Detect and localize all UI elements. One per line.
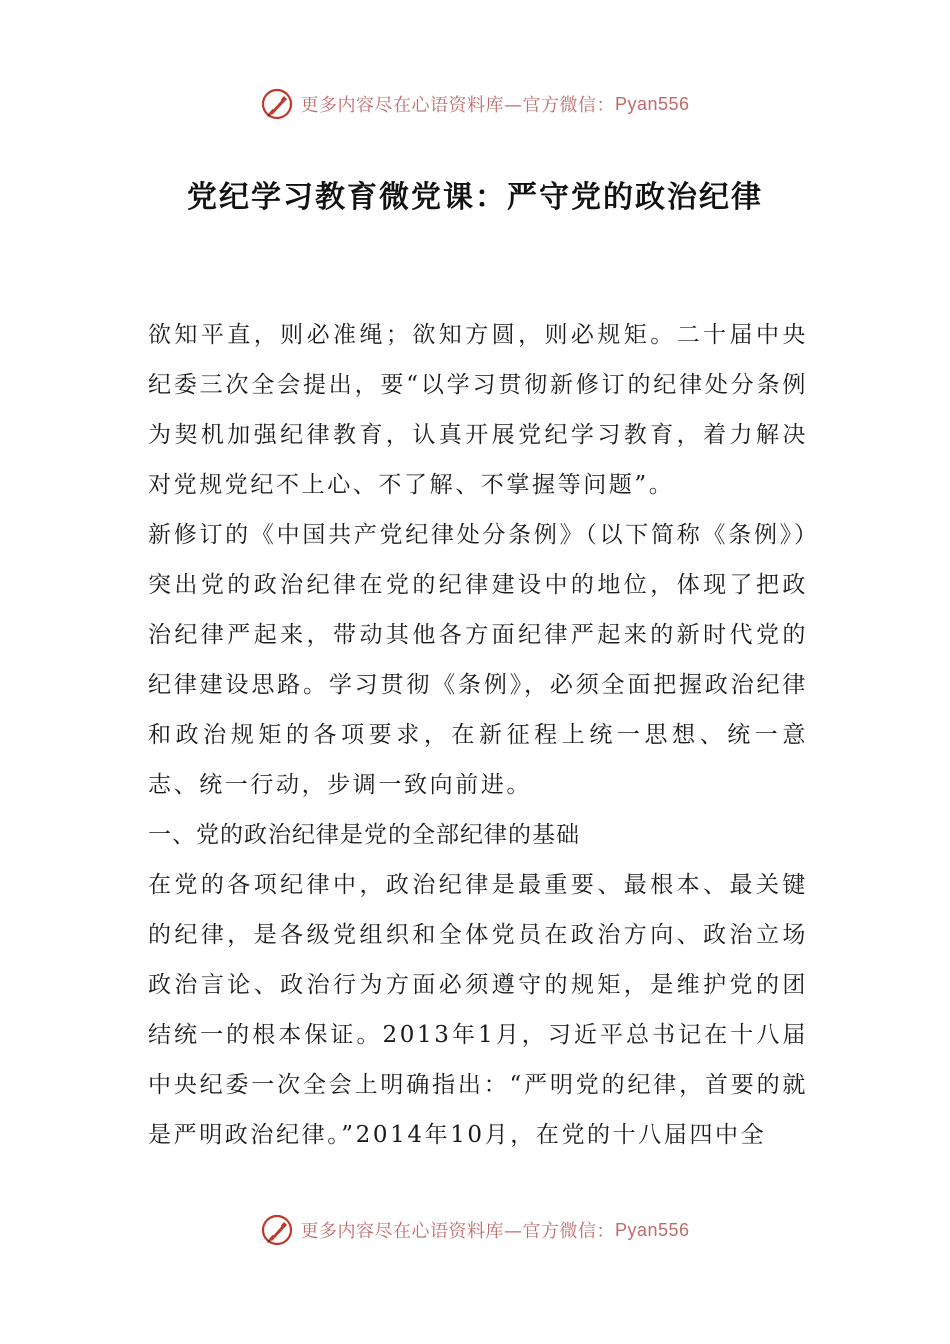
watermark-text: 更多内容尽在心语资料库—官方微信： xyxy=(300,95,615,116)
paragraph: 在党的各项纪律中，政治纪律是最重要、最根本、最关键的纪律，是各级党组织和全体党员在政治方向、政治立场政治言论、政治行为方面必须遵守的规矩，是维护党的团结统一的根本保证。2013年1月，习近平总书记在十八届中央纪委一次全会上明确指出：“严明党的纪律，首要的就是严明政治纪律。”2014年10月，在党的十八届四中全 xyxy=(148,872,808,1148)
watermark-header xyxy=(0,84,950,124)
quill-pen-icon xyxy=(260,1213,294,1247)
section-heading: 一、党的政治纪律是党的全部纪律的基础 xyxy=(148,822,580,848)
document-body xyxy=(148,310,808,1160)
watermark-text: 更多内容尽在心语资料库—官方微信： xyxy=(300,1221,615,1242)
paragraph: 新修订的《中国共产党纪律处分条例》（以下简称《条例》）突出党的政治纪律在党的纪律建设中的地位，体现了把政治纪律严起来，带动其他各方面纪律严起来的新时代党的纪律建设思路。学习贯彻《条例》，必须全面把握政治纪律和政治规矩的各项要求，在新征程上统一思想、统一意志、统一行动，步调一致向前进。 xyxy=(148,522,808,798)
watermark-wechat-id: Pyan556 xyxy=(614,1219,690,1240)
document-title: 党纪学习教育微党课：严守党的政治纪律 xyxy=(187,180,763,215)
quill-pen-icon xyxy=(260,87,294,121)
paragraph: 欲知平直，则必准绳；欲知方圆，则必规矩。二十届中央纪委三次全会提出，要“以学习贯彻新修订的纪律处分条例为契机加强纪律教育，认真开展党纪学习教育，着力解决对党规党纪不上心、不了解、不掌握等问题”。 xyxy=(148,322,808,498)
watermark-footer xyxy=(0,1210,950,1250)
watermark-wechat-id: Pyan556 xyxy=(614,93,690,114)
